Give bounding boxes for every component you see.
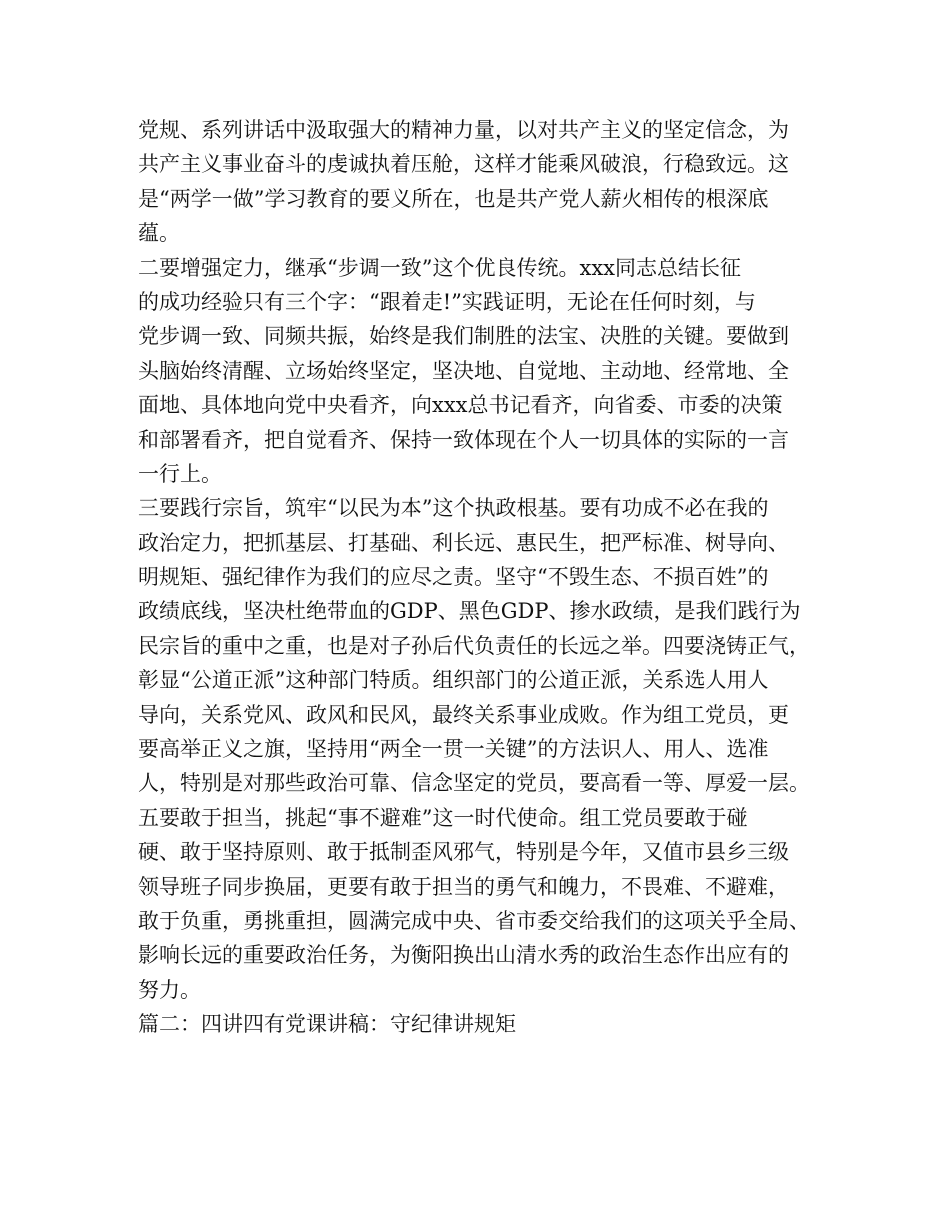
text-line: 政绩底线，坚决杜绝带血的GDP、黑色GDP、掺水政绩，是我们践行为 <box>138 599 801 624</box>
text-line: 面地、具体地向党中央看齐，向xxx总书记看齐，向省委、市委的决策 <box>138 393 783 418</box>
text-line: 民宗旨的重中之重，也是对子孙后代负责任的长远之举。四要浇铸正气， <box>138 633 810 658</box>
text-line: 二要增强定力，继承“步调一致”这个优良传统。xxx同志总结长征 <box>138 255 741 280</box>
text-line: 蕴。 <box>138 221 180 246</box>
text-line: 党步调一致、同频共振，始终是我们制胜的法宝、决胜的关键。要做到 <box>138 324 789 349</box>
text-line: 是“两学一做”学习教育的要义所在，也是共产党人薪火相传的根深底 <box>138 186 769 211</box>
section-heading: 篇二：四讲四有党课讲稿：守纪律讲规矩 <box>138 1012 516 1037</box>
body-text <box>138 113 838 1042</box>
text-line: 三要践行宗旨，筑牢“以民为本”这个执政根基。要有功成不必在我的 <box>138 496 769 521</box>
text-line: 要高举正义之旗，坚持用“两全一贯一关键”的方法识人、用人、选准 <box>138 737 769 762</box>
text-line: 领导班子同步换届，更要有敢于担当的勇气和魄力，不畏难、不避难， <box>138 874 789 899</box>
text-line: 导向，关系党风、政风和民风，最终关系事业成败。作为组工党员，更 <box>138 702 789 727</box>
text-line: 彰显“公道正派”这种部门特质。组织部门的公道正派，关系选人用人 <box>138 668 769 693</box>
text-line: 影响长远的重要政治任务，为衡阳换出山清水秀的政治生态作出应有的 <box>138 943 789 968</box>
text-line: 人，特别是对那些政治可靠、信念坚定的党员，要高看一等、厚爱一层。 <box>138 771 810 796</box>
text-line: 共产主义事业奋斗的虔诚执着压舱，这样才能乘风破浪，行稳致远。这 <box>138 152 789 177</box>
text-line: 头脑始终清醒、立场始终坚定，坚决地、自觉地、主动地、经常地、全 <box>138 358 789 383</box>
text-line: 努力。 <box>138 977 201 1002</box>
text-line: 硬、敢于坚持原则、敢于抵制歪风邪气，特别是今年，又值市县乡三级 <box>138 840 789 865</box>
text-line: 政治定力，把抓基层、打基础、利长远、惠民生，把严标准、树导向、 <box>138 530 789 555</box>
text-line: 党规、系列讲话中汲取强大的精神力量，以对共产主义的坚定信念，为 <box>138 118 789 142</box>
text-line: 五要敢于担当，挑起“事不避难”这一时代使命。组工党员要敢于碰 <box>138 805 748 830</box>
text-line: 敢于负重，勇挑重担，圆满完成中央、省市委交给我们的这项关乎全局、 <box>138 908 810 933</box>
text-line: 的成功经验只有三个字：“跟着走!”实践证明，无论在任何时刻，与 <box>138 289 756 314</box>
text-line: 和部署看齐，把自觉看齐、保持一致体现在个人一切具体的实际的一言 <box>138 427 789 452</box>
text-line: 一行上。 <box>138 461 222 486</box>
text-line: 明规矩、强纪律作为我们的应尽之责。坚守“不毁生态、不损百姓”的 <box>138 565 769 590</box>
